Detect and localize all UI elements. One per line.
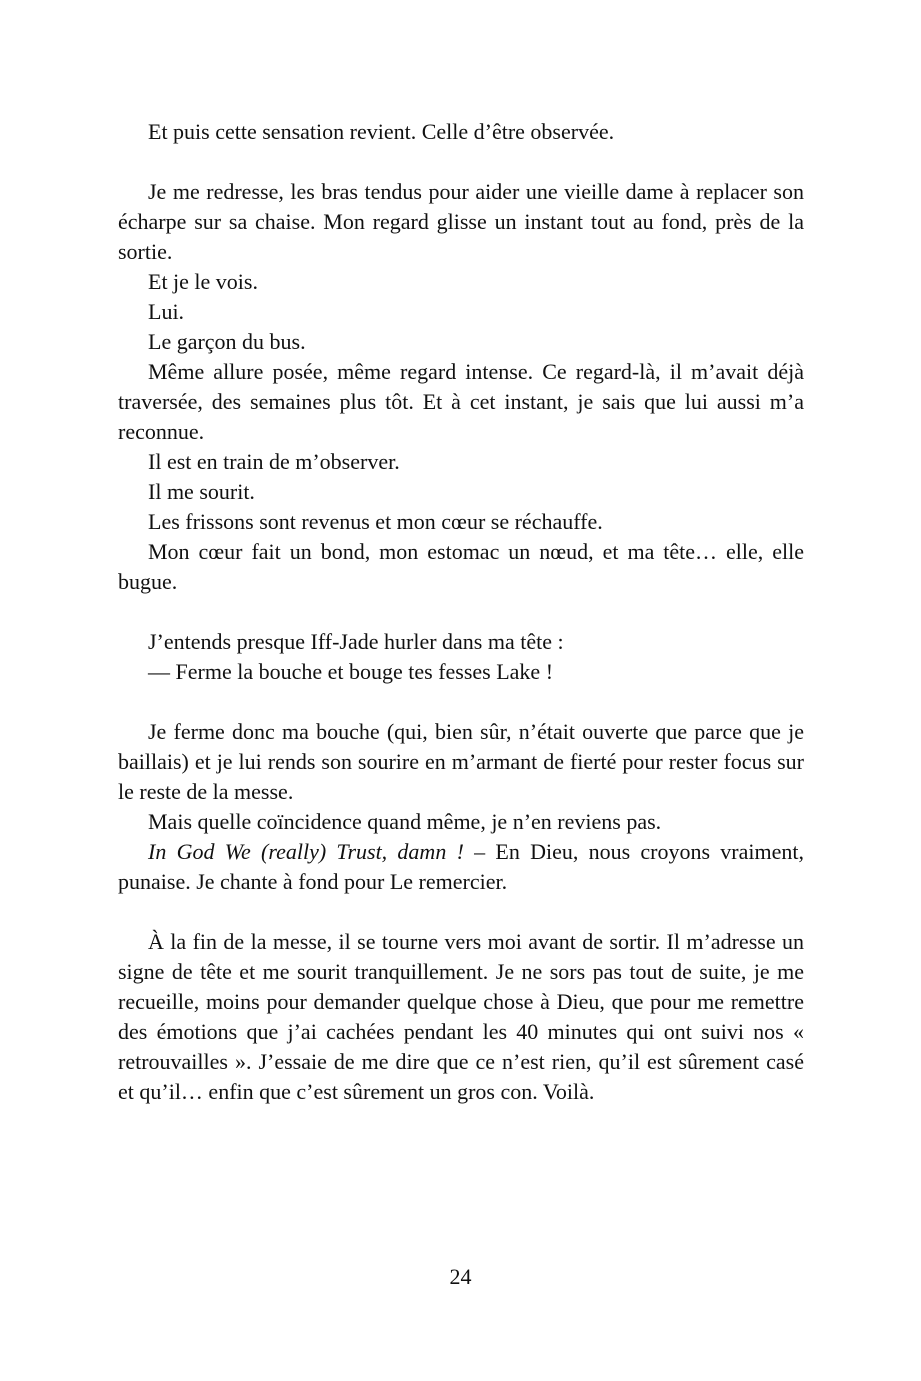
paragraph: Les frissons sont revenus et mon cœur se réchauffe. — [148, 509, 603, 534]
paragraph: Même allure posée, même regard intense. Ce regard-là, il m’avait déjà traversée, des semaines plus tôt. Et à cet instant, je sais que lui aussi m’a reconnue. — [118, 359, 804, 444]
paragraph: Et je le vois. — [148, 269, 258, 294]
italic-phrase: In God We (really) Trust, damn ! — [148, 839, 464, 864]
paragraph-rest: – En Dieu, nous croyons vraiment, punaise. Je chante à fond pour Le remercier. — [118, 839, 805, 894]
paragraph: Il est en train de m’observer. — [148, 449, 400, 474]
paragraph: Je ferme donc ma bouche (qui, bien sûr, n’était ouverte que parce que je baillais) et je lui rends son sourire en m’armant de fierté pour rester focus sur le reste de la messe. — [118, 719, 804, 804]
page-number: 24 — [449, 1264, 472, 1289]
paragraph: Et puis cette sensation revient. Celle d’être observée. — [148, 119, 615, 144]
paragraph-with-italic-phrase — [118, 837, 804, 897]
paragraph-gap — [118, 897, 804, 927]
paragraph: Mon cœur fait un bond, mon estomac un nœud, et ma tête… elle, elle bugue. — [118, 539, 804, 594]
paragraph: Je me redresse, les bras tendus pour aider une vieille dame à replacer son écharpe sur sa chaise. Mon regard glisse un instant tout au fond, près de la sortie. — [118, 179, 804, 264]
dialogue-line: — Ferme la bouche et bouge tes fesses Lake ! — [148, 659, 554, 684]
paragraph: Lui. — [148, 299, 185, 324]
paragraph-gap — [118, 147, 804, 177]
paragraph: Mais quelle coïncidence quand même, je n’en reviens pas. — [148, 809, 662, 834]
paragraph: À la fin de la messe, il se tourne vers moi avant de sortir. Il m’adresse un signe de tête et me sourit tranquillement. Je ne sors pas tout de suite, je me recueille, moins pour demander quelque chose à Dieu, que pour me remettre des émotions que j’ai cachées pendant les 40 minutes qui ont suivi nos « retrouvailles ». J’essaie de me dire que ce n’est rien, qu’il est sûrement casé et qu’il… enfin que c’est sûrement un gros con. Voilà. — [118, 929, 804, 1104]
page-body — [118, 117, 804, 1107]
paragraph: J’entends presque Iff-Jade hurler dans ma tête : — [148, 629, 564, 654]
paragraph: Il me sourit. — [148, 479, 255, 504]
paragraph: Le garçon du bus. — [148, 329, 306, 354]
paragraph-gap — [118, 597, 804, 627]
paragraph-gap — [118, 687, 804, 717]
